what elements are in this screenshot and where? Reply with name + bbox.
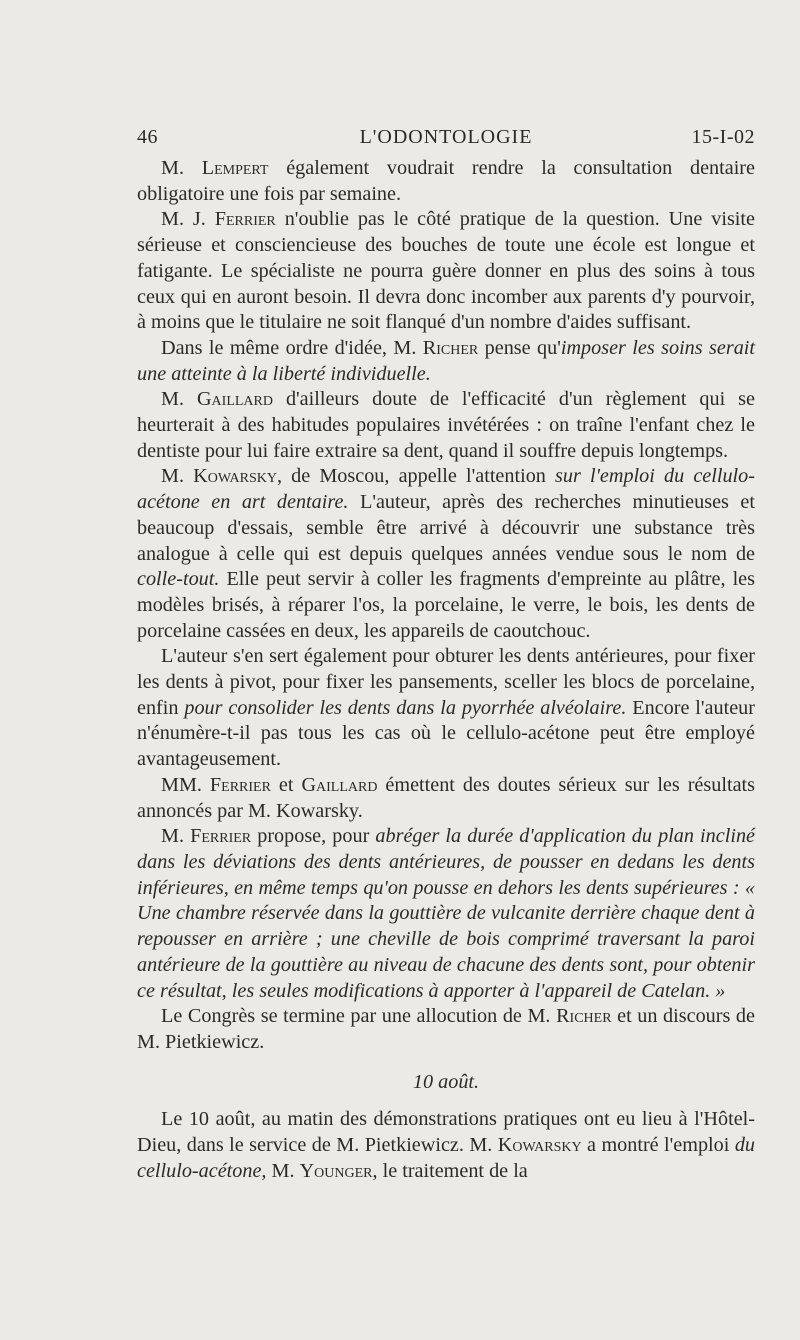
running-header — [137, 126, 755, 156]
person-name: Kowarsky — [193, 465, 277, 488]
text-run: M. — [266, 1159, 300, 1182]
paragraph-kowarsky — [137, 464, 755, 644]
paragraph-ferrier-2 — [137, 824, 755, 1004]
text-run: M. — [161, 157, 202, 179]
paragraph-ferrier-gaillard — [137, 773, 755, 824]
person-name: Gaillard — [301, 773, 378, 796]
person-name: Richer — [556, 1005, 612, 1028]
page-body — [137, 156, 755, 1184]
text-run: Le 10 août, au matin des démonstrations pratiques ont eu lieu à l'Hôtel-Dieu, dans le service de M. Pietkiewicz. M. — [137, 1108, 755, 1157]
italic-text: colle-tout. — [137, 568, 220, 591]
text-run: Encore l'auteur n'énumère-t-il pas tous les cas où le cellulo-acétone peut être employé avantageusement. — [137, 696, 755, 771]
text-run: propose, pour — [251, 825, 376, 848]
text-run: également voudrait rendre la consultation dentaire obligatoire une fois par semaine. — [137, 157, 755, 205]
person-name: Younger — [299, 1159, 373, 1182]
paragraph-congres — [137, 1004, 755, 1055]
text-run: et un discours de M. Pietkiewicz. — [137, 1005, 755, 1053]
text-run: Elle peut servir à coller les fragments d'empreinte au plâtre, les modèles brisés, à réparer l'os, la porcelaine, le verre, le bois, les dents de porcelaine cassées en deux, les appareils de caoutchouc. — [137, 568, 755, 642]
text-run: n'oublie pas le côté pratique de la question. Une visite sérieuse et consciencieuse des bouches de toute une école est longue et fatigante. Le spécialiste ne pourra guère donner en plus des soins à tous ceux qui en auront besoin. Il devra donc incomber aux parents d'y pourvoir, à moins que le titulaire ne soit flanqué d'un nombre d'aides suffisant. — [137, 208, 755, 334]
person-name: Gaillard — [196, 388, 273, 411]
person-name: Ferrier — [209, 773, 271, 796]
issue-date: 15-I-02 — [691, 126, 755, 148]
paragraph-richer — [137, 336, 755, 387]
text-run: Le Congrès se termine par une allocution de M. — [161, 1005, 557, 1028]
text-run: MM. — [161, 773, 210, 796]
section-title — [137, 1070, 755, 1096]
paragraph-lempert — [137, 156, 755, 207]
paragraph-gaillard — [137, 387, 755, 464]
text-run: d'ailleurs doute de l'efficacité d'un règlement qui se heurterait à des habitudes populaires invétérées : on traîne l'enfant chez le dentiste pour lui faire extraire sa dent, quand il souffre depuis longtemps. — [137, 388, 755, 462]
paragraph-auteur — [137, 644, 755, 773]
section-title-text: 10 août. — [412, 1070, 480, 1093]
text-run: L'auteur, après des recherches minutieuses et beaucoup d'essais, semble être arrivé à découvrir une substance très analogue à celle qui est depuis quelques années vendue sous le nom de — [137, 491, 755, 565]
text-run: , le traitement de la — [372, 1159, 528, 1182]
person-name: Richer — [422, 336, 479, 359]
journal-title: L'ODONTOLOGIE — [359, 126, 533, 148]
person-name: Ferrier — [190, 825, 252, 848]
person-name: Ferrier — [214, 208, 276, 231]
page-number: 46 — [137, 126, 158, 148]
italic-text: du cellulo-acétone, — [137, 1134, 755, 1182]
paragraph-10-aout — [137, 1107, 755, 1184]
text-run: émettent des doutes sérieux sur les résultats annoncés par M. Kowarsky. — [137, 773, 755, 822]
italic-text: imposer les soins serait une atteinte à la liberté individuelle. — [137, 336, 756, 385]
text-run: M. — [161, 825, 191, 848]
text-run: , de Moscou, appelle l'attention — [276, 465, 556, 488]
text-run: M. — [161, 388, 197, 411]
text-run: Dans le même ordre d'idée, M. — [161, 336, 423, 359]
text-run: pense qu' — [478, 336, 561, 359]
person-name: Lempert — [201, 157, 269, 179]
text-run: M. — [161, 465, 194, 488]
paragraph-ferrier-1 — [137, 207, 755, 336]
person-name: Kowarsky — [497, 1134, 582, 1157]
text-run: M. J. — [161, 208, 215, 231]
italic-text: pour consolider les dents dans la pyorrhée alvéolaire. — [184, 696, 627, 719]
text-run: L'auteur s'en sert également pour obturer les dents antérieures, pour fixer les dents à pivot, pour fixer les pansements, sceller les blocs de porcelaine, enfin — [137, 645, 755, 719]
italic-text: sur l'emploi du cellulo-acétone en art dentaire. — [137, 465, 755, 514]
text-run: a montré l'emploi — [581, 1134, 735, 1157]
text-run: et — [270, 773, 302, 796]
italic-text: abréger la durée d'application du plan incliné dans les déviations des dents antérieures, de pousser en dedans les dents inférieures, en même temps qu'on pousse en dehors les dents supérieures : « Une chambre réservée dans la gouttière de vulcanite derrière chaque dent à repousser en arrière ; une cheville de bois comprimé traversant la paroi antérieure de la gouttière au niveau de chacune des dents sont, pour obtenir ce résultat, les seules modifications à apporter à l'appareil de Catelan. » — [137, 825, 755, 1002]
